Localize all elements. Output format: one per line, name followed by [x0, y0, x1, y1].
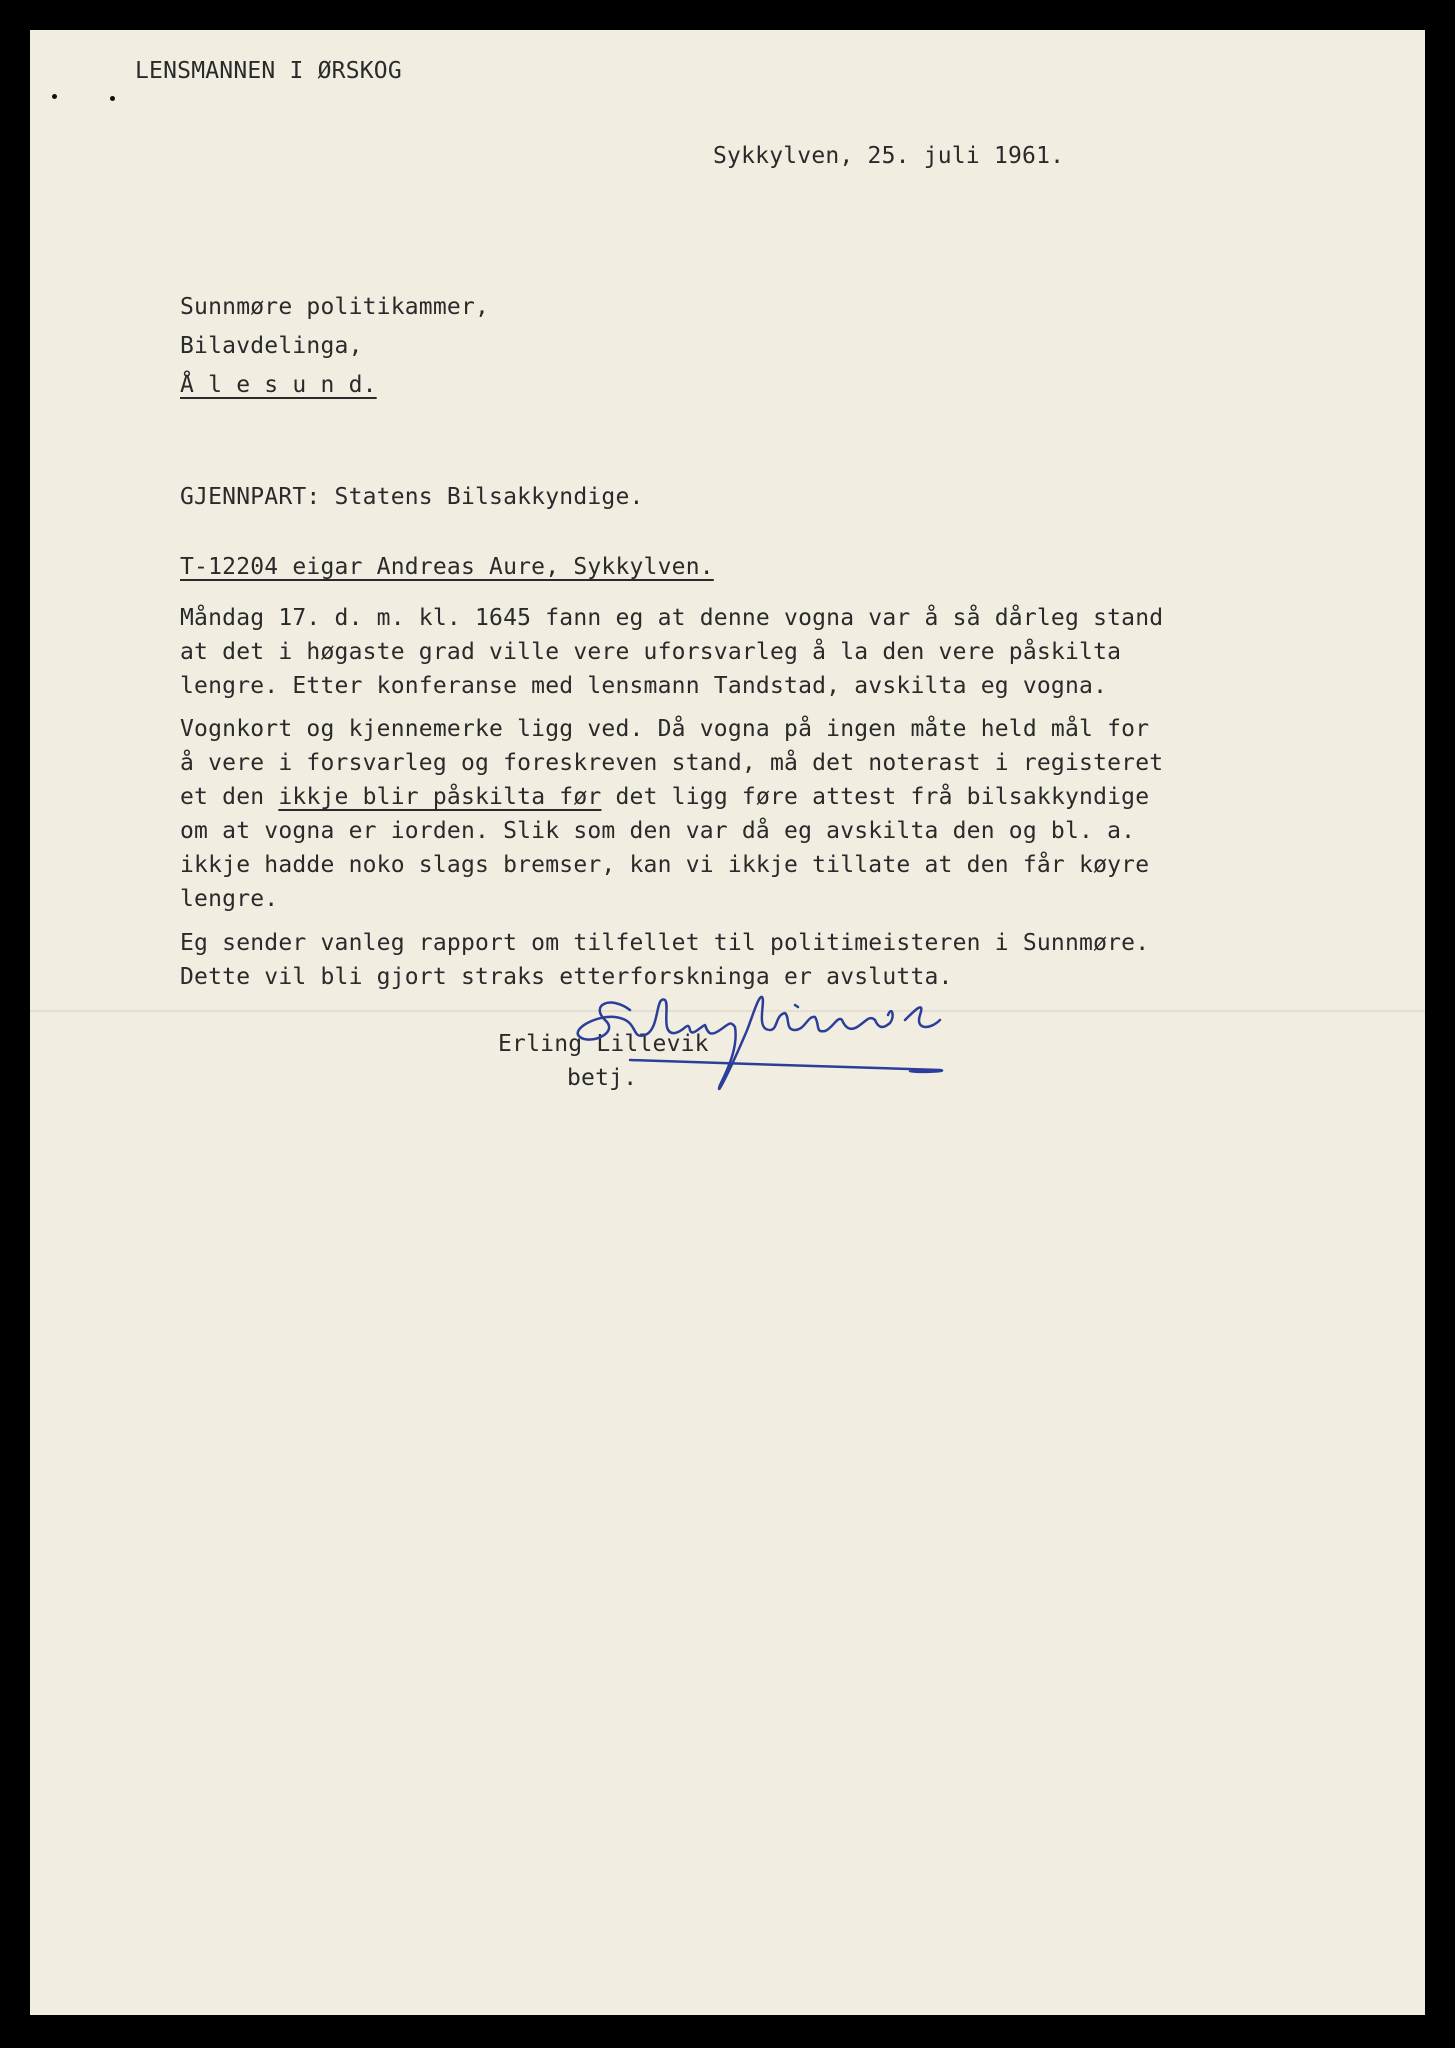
paragraph-3-line: Dette vil bli gjort straks etterforskninga er avslutta.: [180, 964, 953, 990]
subject-line: T-12204 eigar Andreas Aure, Sykkylven.: [180, 554, 714, 580]
place-date: Sykkylven, 25. juli 1961.: [713, 143, 1065, 169]
paragraph-3-line: Eg sender vanleg rapport om tilfellet til politimeisteren i Sunnmøre.: [180, 930, 1150, 956]
emphasized-phrase: ikkje blir påskilta før: [278, 784, 602, 810]
recipient-line-1: Sunnmøre politikammer,: [180, 294, 490, 320]
recipient-city: Å l e s u n d.: [180, 372, 377, 398]
paragraph-1-line: lengre. Etter konferanse med lensmann Tandstad, avskilta eg vogna.: [180, 673, 1108, 699]
signature-title: betj.: [567, 1065, 638, 1091]
typed-signature-name: Erling Lillevik: [498, 1031, 709, 1057]
paragraph-2-line: Vognkort og kjennemerke ligg ved. Då vogna på ingen måte held mål for: [180, 716, 1150, 742]
ink-speck: [110, 96, 115, 101]
paragraph-2-line: lengre.: [180, 886, 279, 912]
paragraph-2-line: å vere i forsvarleg og foreskreven stand, må det noterast i registeret: [180, 750, 1164, 776]
paragraph-1-line: at det i høgaste grad ville vere uforsvarleg å la den vere påskilta: [180, 639, 1122, 665]
paragraph-2-line: [180, 786, 1149, 809]
paragraph-2-line: om at vogna er iorden. Slik som den var då eg avskilta den og bl. a.: [180, 818, 1136, 844]
paragraph-2-line: ikkje hadde noko slags bremser, kan vi ikkje tillate at den får køyre: [180, 852, 1150, 878]
handwritten-signature: [570, 975, 1020, 1115]
paragraph-2-text: et den: [180, 784, 279, 810]
copy-line: GJENNPART: Statens Bilsakkyndige.: [180, 484, 644, 510]
letter-sheet: [30, 30, 1425, 2015]
ink-speck: [52, 94, 57, 99]
recipient-line-2: Bilavdelinga,: [180, 333, 363, 359]
letterhead: LENSMANNEN I ØRSKOG: [135, 58, 402, 84]
paragraph-1-line: Måndag 17. d. m. kl. 1645 fann eg at denne vogna var å så dårleg stand: [180, 605, 1164, 631]
paragraph-2-text: det ligg føre attest frå bilsakkyndige: [601, 784, 1150, 810]
